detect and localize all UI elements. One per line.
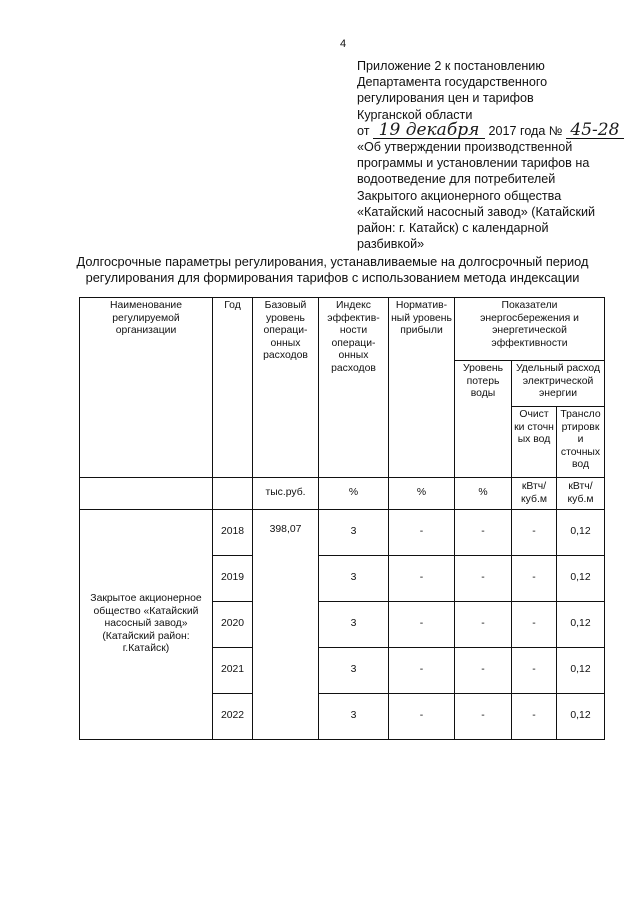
header-transport: Трансло ртировк и сточных вод [557,407,605,478]
units-empty [80,478,213,510]
organization-name: Закрытое акционерное общество «Катайский насосный завод» (Катайский район: г.Катайск) [80,510,213,740]
transport-cell: 0,12 [557,556,605,602]
index-cell: 3 [319,648,389,694]
losses-cell: - [455,648,512,694]
units-empty [213,478,253,510]
appendix-line: Приложение 2 к постановлению [357,59,545,73]
transport-cell: 0,12 [557,602,605,648]
header-losses: Уровень потерь воды [455,361,512,478]
page-number: 4 [340,38,347,50]
unit-base: тыс.руб. [253,478,319,510]
index-cell: 3 [319,602,389,648]
appendix-subject-line: водоотведение для потребителей [357,172,556,187]
losses-cell: - [455,556,512,602]
base-value: 398,07 [253,510,319,740]
index-cell: 3 [319,556,389,602]
header-specific: Удельный расход электрической энергии [512,361,605,407]
cleaning-cell: - [512,694,557,740]
index-cell: 3 [319,510,389,556]
cleaning-cell: - [512,556,557,602]
unit-index: % [319,478,389,510]
losses-cell: - [455,694,512,740]
appendix-line: Департамента государственного [357,75,548,90]
appendix-subject-line: район: г. Катайск) с календарной [357,221,549,236]
losses-cell: - [455,510,512,556]
appendix-subject-line: «Об утверждении производственной [357,140,573,155]
index-cell: 3 [319,694,389,740]
header-index: Индекс эффектив-ности операци-онных расходов [319,298,389,478]
unit-losses: % [455,478,512,510]
header-cleaning: Очист ки сточн ых вод [512,407,557,478]
losses-cell: - [455,602,512,648]
cleaning-cell: - [512,602,557,648]
table-row [80,510,605,556]
heading-line: регулирования для формирования тарифов с использованием метода индексации [85,270,580,285]
handwritten-date: 19 декабря [373,123,485,139]
profit-cell: - [389,648,455,694]
appendix-date-line [357,119,627,140]
cleaning-cell: - [512,510,557,556]
date-suffix: 2017 года № [488,123,563,138]
unit-transport: кВтч/ куб.м [557,478,605,510]
appendix-line: регулирования цен и тарифов [357,91,534,106]
handwritten-number: 45-28 [566,123,624,139]
transport-cell: 0,12 [557,694,605,740]
appendix-subject-line: программы и установлении тарифов на [357,156,590,171]
header-base: Базовый уровень операци-онных расходов [253,298,319,478]
appendix-block [357,58,627,252]
document-heading [60,254,605,286]
profit-cell: - [389,556,455,602]
profit-cell: - [389,602,455,648]
year-cell: 2018 [213,510,253,556]
unit-cleaning: кВтч/ куб.м [512,478,557,510]
profit-cell: - [389,510,455,556]
date-prefix: от [357,123,370,138]
transport-cell: 0,12 [557,510,605,556]
header-energy: Показатели энергосбережения и энергетической эффективности [455,298,605,361]
unit-profit: % [389,478,455,510]
header-org: Наименование регулируемой организации [80,298,213,478]
year-cell: 2022 [213,694,253,740]
appendix-line: Курганской области [357,107,473,122]
profit-cell: - [389,694,455,740]
year-cell: 2021 [213,648,253,694]
header-profit: Норматив-ный уровень прибыли [389,298,455,478]
appendix-subject-line: «Катайский насосный завод» (Катайский [357,204,596,219]
year-cell: 2019 [213,556,253,602]
cleaning-cell: - [512,648,557,694]
heading-line: Долгосрочные параметры регулирования, устанавливаемые на долгосрочный период [76,254,589,269]
appendix-subject-line: Закрытого акционерного общества [357,188,562,203]
year-cell: 2020 [213,602,253,648]
parameters-table [79,297,605,740]
appendix-subject-line: разбивкой» [357,237,425,252]
header-year: Год [213,298,253,478]
transport-cell: 0,12 [557,648,605,694]
